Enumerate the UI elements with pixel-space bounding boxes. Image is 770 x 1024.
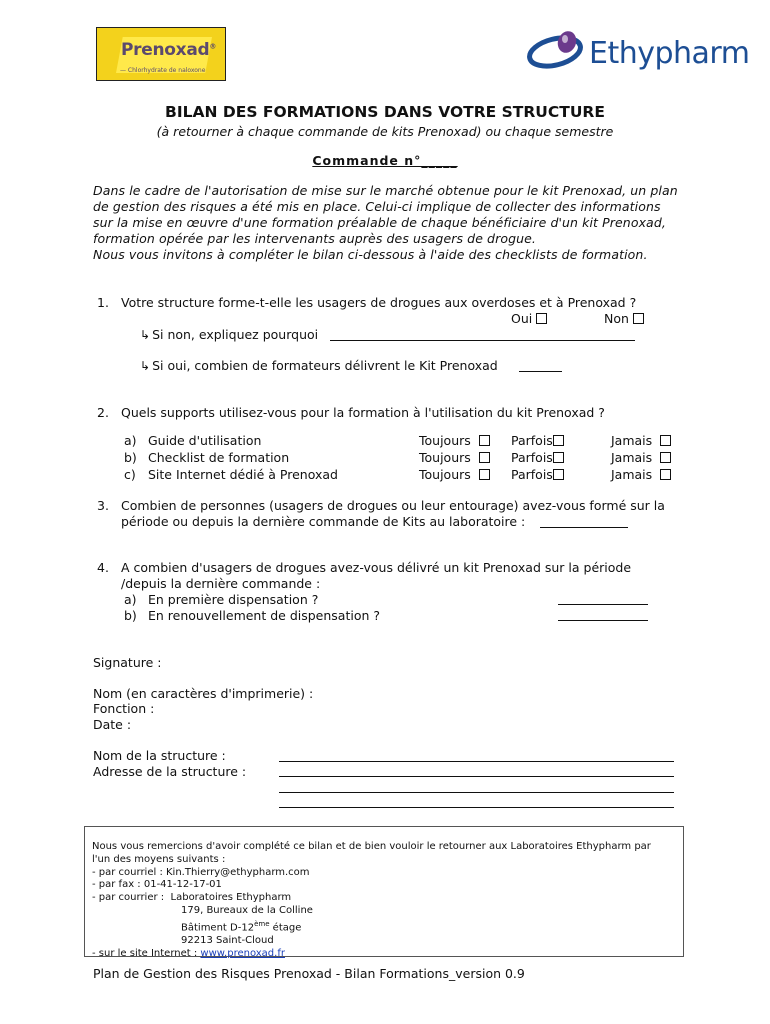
- date-label: Date :: [93, 717, 132, 732]
- q1-no-label: Non: [604, 311, 629, 326]
- arrow-icon: ↳: [140, 359, 151, 373]
- intro-line: Dans le cadre de l'autorisation de mise sur le marché obtenue pour le kit Prenoxad, un plan: [93, 183, 678, 198]
- q3-line2: période ou depuis la dernière commande de Kits au laboratoire :: [121, 514, 526, 529]
- ethypharm-logo-word: Ethypharm: [589, 36, 750, 71]
- q2-item-toujours[interactable]: [419, 467, 490, 482]
- intro-line: de gestion des risques a été mis en place. Celui-ci implique de collecter des informations: [93, 199, 661, 214]
- q2-item-jamais[interactable]: [611, 433, 671, 448]
- checkbox[interactable]: [479, 435, 490, 446]
- footer-mail: [92, 892, 683, 905]
- ethypharm-logo-icon: [527, 28, 587, 74]
- q1-if-no: [140, 327, 318, 342]
- footer-address: 92213 Saint-Cloud: [181, 934, 274, 946]
- q2-item-parfois[interactable]: [511, 433, 564, 448]
- prenoxad-logo-tagline: — Chlorhydrate de naloxone: [120, 67, 206, 74]
- function-label: Fonction :: [93, 701, 155, 716]
- structure-address-label: Adresse de la structure :: [93, 764, 247, 779]
- footer-address-part: étage: [269, 922, 302, 934]
- q4-item-letter: b): [124, 608, 137, 623]
- website-link[interactable]: www.prenoxad.fr: [200, 947, 285, 959]
- page-title: BILAN DES FORMATIONS DANS VOTRE STRUCTURE: [165, 103, 605, 121]
- order-number-label: Commande n°_____: [312, 153, 458, 168]
- document-footer: Plan de Gestion des Risques Prenoxad - Bilan Formations_version 0.9: [93, 966, 525, 981]
- q4-a-answer-line[interactable]: [558, 604, 648, 605]
- q2-item-parfois[interactable]: [511, 450, 564, 465]
- q3-answer-line[interactable]: [540, 527, 628, 528]
- structure-address-line[interactable]: [279, 792, 674, 793]
- freq-label: Toujours: [419, 433, 471, 448]
- freq-label: Parfois: [511, 467, 553, 482]
- intro-line: Nous vous invitons à compléter le bilan ci-dessous à l'aide des checklists de formation.: [93, 247, 648, 262]
- q3-number: 3.: [97, 498, 109, 513]
- q1-if-yes-label: Si oui, combien de formateurs délivrent le Kit Prenoxad: [152, 358, 498, 373]
- freq-label: Toujours: [419, 467, 471, 482]
- q4-line1: A combien d'usagers de drogues avez-vous délivré un kit Prenoxad sur la période: [121, 560, 632, 575]
- q2-item-letter: c): [124, 467, 136, 482]
- footer-address: 179, Bureaux de la Colline: [181, 904, 313, 916]
- name-label: Nom (en caractères d'imprimerie) :: [93, 686, 314, 701]
- q1-if-yes-answer-line[interactable]: [519, 371, 562, 372]
- q4-item-label: En renouvellement de dispensation ?: [148, 608, 381, 623]
- checkbox[interactable]: [660, 435, 671, 446]
- freq-label: Jamais: [611, 433, 653, 448]
- checkbox[interactable]: [479, 469, 490, 480]
- prenoxad-logo: Prenoxad® — Chlorhydrate de naloxone: [96, 27, 226, 81]
- q4-line2: /depuis la dernière commande :: [121, 576, 321, 591]
- q1-yes-checkbox[interactable]: [536, 313, 547, 324]
- intro-line: sur la mise en œuvre d'une formation préalable de chaque bénéficiaire d'un kit Prenoxad,: [93, 215, 666, 230]
- return-instructions-box: [84, 826, 684, 957]
- footer-address: Laboratoires Ethypharm: [170, 892, 292, 904]
- checkbox[interactable]: [660, 469, 671, 480]
- checkbox[interactable]: [479, 452, 490, 463]
- q2-item-toujours[interactable]: [419, 433, 490, 448]
- footer-address-sup: ème: [254, 919, 270, 928]
- q1-no-option[interactable]: [604, 311, 644, 326]
- structure-name-line[interactable]: [279, 761, 674, 762]
- prenoxad-logo-word: Prenoxad: [121, 40, 210, 60]
- q2-item-toujours[interactable]: [419, 450, 490, 465]
- footer-line: l'un des moyens suivants :: [92, 853, 226, 865]
- signature-label: Signature :: [93, 655, 162, 670]
- freq-label: Toujours: [419, 450, 471, 465]
- freq-label: Parfois: [511, 433, 553, 448]
- q1-if-no-answer-line[interactable]: [330, 340, 635, 341]
- q4-item-label: En première dispensation ?: [148, 592, 319, 607]
- structure-name-label: Nom de la structure :: [93, 748, 226, 763]
- q2-item-parfois[interactable]: [511, 467, 564, 482]
- footer-email: - par courriel : Kin.Thierry@ethypharm.com: [92, 866, 310, 878]
- footer-address-part: Bâtiment D-12: [181, 922, 255, 934]
- q2-number: 2.: [97, 405, 109, 420]
- arrow-icon: ↳: [140, 328, 151, 342]
- q1-if-no-label: Si non, expliquez pourquoi: [152, 327, 319, 342]
- page-subtitle: (à retourner à chaque commande de kits Prenoxad) ou chaque semestre: [156, 124, 614, 139]
- freq-label: Jamais: [611, 450, 653, 465]
- checkbox[interactable]: [553, 469, 564, 480]
- footer-mail-label: - par courrier :: [92, 892, 165, 904]
- freq-label: Jamais: [611, 467, 653, 482]
- intro-line: formation opérée par les intervenants auprès des usagers de drogue.: [93, 231, 536, 246]
- q3-line1: Combien de personnes (usagers de drogues ou leur entourage) avez-vous formé sur la: [121, 498, 665, 513]
- q4-b-answer-line[interactable]: [558, 620, 648, 621]
- q2-item-letter: b): [124, 450, 137, 465]
- footer-web-label: - sur le site Internet :: [92, 947, 198, 959]
- intro-paragraph: [93, 183, 693, 263]
- q4-number: 4.: [97, 560, 109, 575]
- q1-if-yes: [140, 358, 498, 373]
- q2-item-jamais[interactable]: [611, 450, 671, 465]
- footer-fax: - par fax : 01-41-12-17-01: [92, 879, 222, 891]
- q2-item-jamais[interactable]: [611, 467, 671, 482]
- q2-item-letter: a): [124, 433, 137, 448]
- ethypharm-logo: [527, 28, 757, 74]
- q2-text: Quels supports utilisez-vous pour la formation à l'utilisation du kit Prenoxad ?: [121, 405, 605, 420]
- checkbox[interactable]: [660, 452, 671, 463]
- q2-item-label: Site Internet dédié à Prenoxad: [148, 467, 338, 482]
- q2-item-label: Checklist de formation: [148, 450, 290, 465]
- q1-number: 1.: [97, 295, 109, 310]
- structure-address-line[interactable]: [279, 807, 674, 808]
- q1-text: Votre structure forme-t-elle les usagers de drogues aux overdoses et à Prenoxad ?: [121, 295, 637, 310]
- q1-yes-option[interactable]: [511, 311, 547, 326]
- footer-address: [92, 918, 683, 935]
- q1-yes-label: Oui: [511, 311, 533, 326]
- checkbox[interactable]: [553, 452, 564, 463]
- structure-address-line[interactable]: [279, 776, 674, 777]
- freq-label: Parfois: [511, 450, 553, 465]
- footer-line: Nous vous remercions d'avoir complété ce bilan et de bien vouloir le retourner aux Laboratoires Ethypharm par: [92, 841, 651, 852]
- checkbox[interactable]: [553, 435, 564, 446]
- q4-item-letter: a): [124, 592, 137, 607]
- q2-item-label: Guide d'utilisation: [148, 433, 262, 448]
- footer-web: [92, 948, 683, 961]
- q1-no-checkbox[interactable]: [633, 313, 644, 324]
